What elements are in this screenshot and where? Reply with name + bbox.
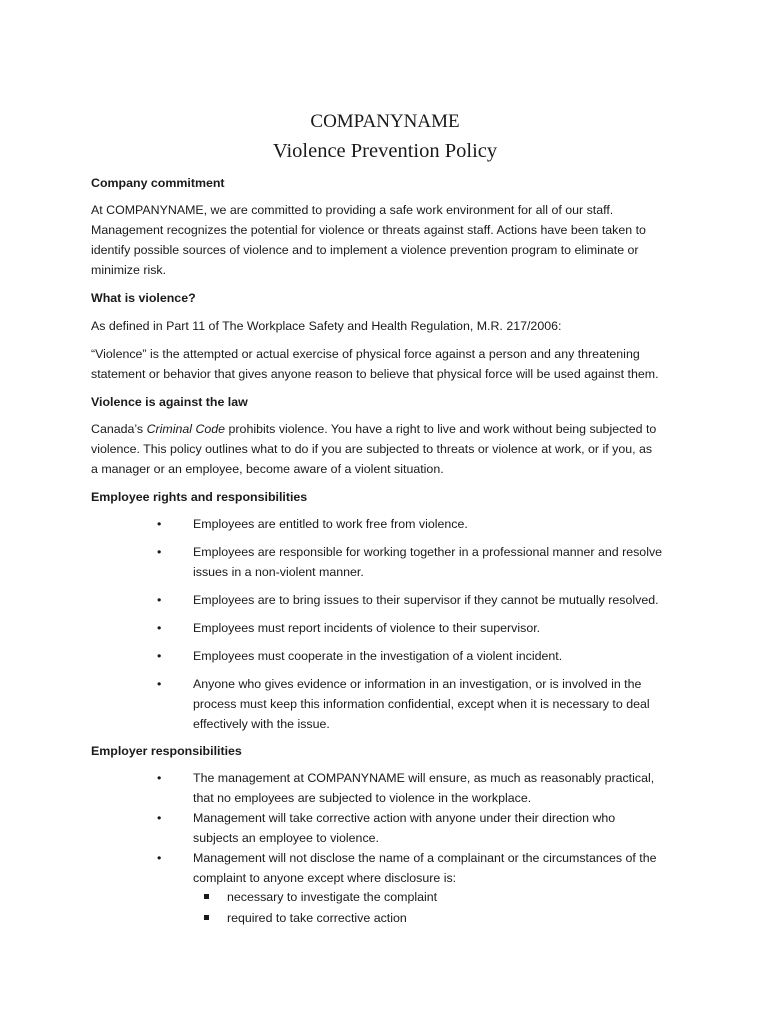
employee-item-line: Employees are entitled to work free from violence. [193, 517, 468, 531]
policy-title: Violence Prevention Policy [272, 140, 498, 162]
commitment-line: identify possible sources of violence and to implement a violence prevention program to eliminate or [91, 243, 639, 257]
against-law-line [91, 419, 681, 439]
bullet-marker: • [157, 545, 162, 559]
employee-item-line: issues in a non-violent manner. [193, 565, 364, 579]
bullet-marker: • [157, 593, 162, 607]
commitment-line: minimize risk. [91, 263, 167, 277]
employee-item-line: effectively with the issue. [193, 717, 330, 731]
employer-item-line: subjects an employee to violence. [193, 831, 379, 845]
criminal-code-term: Criminal Code [146, 422, 226, 436]
employee-item-line: Employees are to bring issues to their supervisor if they cannot be mutually resolved. [193, 593, 659, 607]
definition-line: statement or behavior that gives anyone reason to believe that physical force will be used against them. [91, 367, 659, 381]
bullet-marker: • [157, 771, 162, 785]
employee-item-line: process must keep this information confidential, except when it is necessary to deal [193, 697, 650, 711]
against-law-line: a manager or an employee, become aware of a violent situation. [91, 462, 444, 476]
employee-item-line: Employees must report incidents of violence to their supervisor. [193, 621, 541, 635]
commitment-line: Management recognizes the potential for violence or threats against staff. Actions have been taken to [91, 223, 646, 237]
employer-item-line: Management will take corrective action with anyone under their direction who [193, 811, 616, 825]
against-law-line: violence. This policy outlines what to do if you are subjected to threats or violence at work, or if you, as [91, 442, 653, 456]
employee-item-line: Anyone who gives evidence or information in an investigation, or is involved in the [193, 677, 642, 691]
employee-rights-heading: Employee rights and responsibilities [91, 490, 308, 504]
commitment-line: At COMPANYNAME, we are committed to providing a safe work environment for all of our staff. [91, 203, 614, 217]
employer-item-line: Management will not disclose the name of a complainant or the circumstances of the [193, 851, 657, 865]
what-is-violence-heading: What is violence? [91, 291, 196, 305]
definition-intro: As defined in Part 11 of The Workplace Safety and Health Regulation, M.R. 217/2006: [91, 319, 562, 333]
disclosure-sub-item: necessary to investigate the complaint [227, 890, 438, 904]
bullet-marker: • [157, 517, 162, 531]
employee-item-line: Employees must cooperate in the investigation of a violent incident. [193, 649, 563, 663]
disclosure-sub-item: required to take corrective action [227, 911, 407, 925]
bullet-marker: • [157, 677, 162, 691]
employer-item-line: that no employees are subjected to violence in the workplace. [193, 791, 532, 805]
against-law-text: Canada’s [91, 422, 147, 436]
square-bullet-icon [204, 908, 212, 928]
employer-item-line: The management at COMPANYNAME will ensure, as much as reasonably practical, [193, 771, 655, 785]
employee-item-line: Employees are responsible for working together in a professional manner and resolve [193, 545, 663, 559]
definition-line: “Violence” is the attempted or actual exercise of physical force against a person and any threatening [91, 347, 640, 361]
commitment-heading: Company commitment [91, 176, 225, 190]
bullet-marker: • [157, 851, 162, 865]
bullet-marker: • [157, 649, 162, 663]
bullet-marker: • [157, 811, 162, 825]
bullet-marker: • [157, 621, 162, 635]
employer-responsibilities-heading: Employer responsibilities [91, 744, 242, 758]
square-bullet-icon [204, 887, 212, 907]
against-law-heading: Violence is against the law [91, 395, 248, 409]
against-law-text: prohibits violence. You have a right to live and work without being subjected to [225, 422, 657, 436]
employer-item-line: complaint to anyone except where disclosure is: [193, 871, 457, 885]
company-name-title: COMPANYNAME [310, 111, 460, 132]
